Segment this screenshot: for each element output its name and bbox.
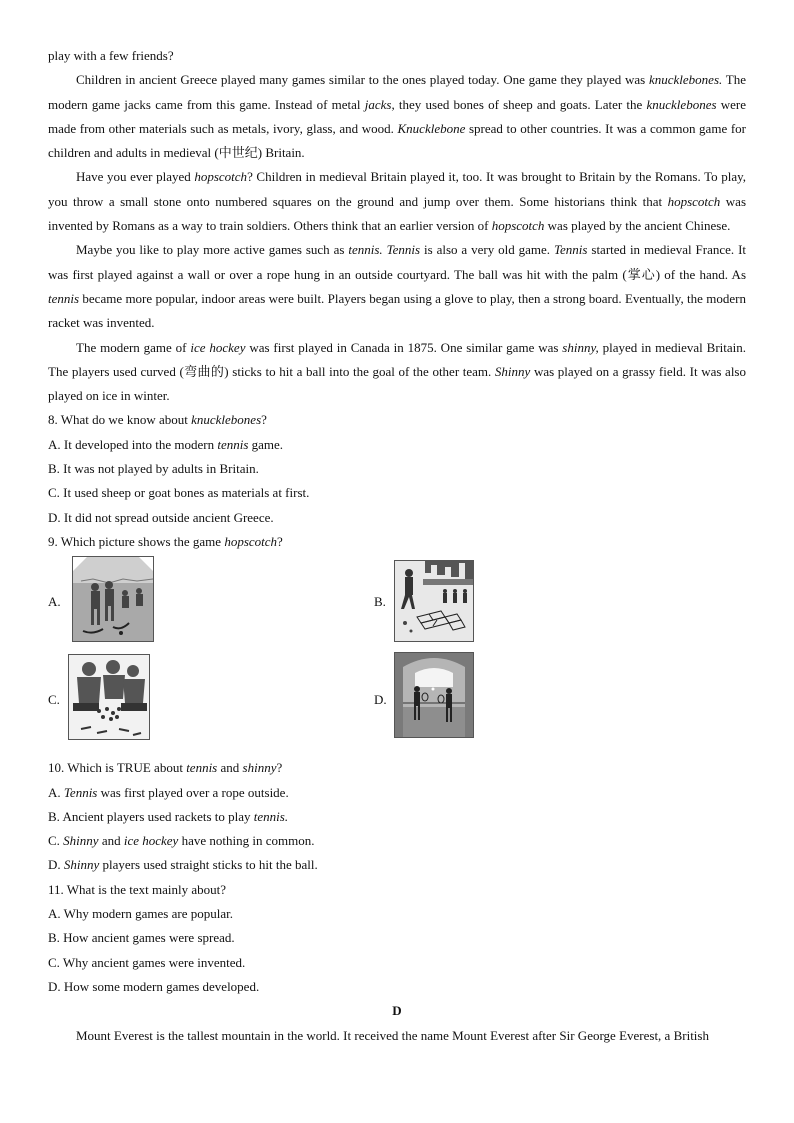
question-9-stem: 9. Which picture shows the game hopscotch? [48,533,283,549]
question-11-option-d[interactable]: D. How some modern games developed. [48,978,260,994]
italic-term: ice hockey [123,833,179,849]
question-9-label-c[interactable]: C. [48,692,60,708]
italic-term: hopscotch [224,533,278,549]
italic-term: Shinny [63,857,100,873]
italic-term: hopscotch [194,169,248,185]
question-9-pictures [48,556,746,756]
italic-term: Shinny [494,363,531,379]
italic-term: tennis [48,290,80,306]
italic-term: knucklebones [191,412,262,428]
italic-term: Tennis [553,242,588,258]
question-11-stem: 11. What is the text mainly about? [48,881,226,897]
passage-paragraph-hopscotch: Have you ever played hopscotch? Children in medieval Britain played it, too. It was brought to Britain by the Romans. To play, you throw a small stone onto numbered squares on the ground and jump over them. Some historians think that hopscotch was invented by Romans as a way to train soldiers. Others think that an earlier version of hopscotch was played by the ancient Chinese. [48,169,747,234]
italic-term: tennis. [348,242,383,258]
italic-term: knucklebones [646,96,717,112]
italic-term: ice hockey [190,339,246,355]
passage-paragraph-knucklebones: Children in ancient Greece played many games similar to the ones played today. One game they played was knucklebones. The modern game jacks came from this game. Instead of metal jacks, they used bones of sheep and goats. Later the knucklebones were made from other materials such as metals, ivory, glass, and wood. Knucklebone spread to other countries. It was a common game for children and adults in medieval (中世纪) Britain. [48,72,746,161]
passage-paragraph-shinny: The modern game of ice hockey was first played in Canada in 1875. One similar game was shinny, played in medieval Britain. The players used curved (弯曲的) sticks to hit a ball into the goal of the other team. Shinny was played on a grassy field. It was also played on ice in winter. [48,339,747,404]
document-page [48,44,746,1048]
question-10-stem: 10. Which is TRUE about tennis and shinny? [48,760,283,776]
italic-term: tennis. [253,808,289,824]
passage-line0: play with a few friends? [48,48,174,63]
question-11-option-b[interactable]: B. How ancient games were spread. [48,930,235,946]
question-8-option-b[interactable]: B. It was not played by adults in Britain. [48,461,259,477]
italic-term: jacks, [364,96,395,112]
italic-term: Tennis [386,242,421,258]
section-d-paragraph: Mount Everest is the tallest mountain in the world. It received the name Mount Everest after Sir George Everest, a British [76,1027,709,1043]
question-11-option-c[interactable]: C. Why ancient games were invented. [48,954,246,970]
italic-term: shinny, [562,339,599,355]
question-9-label-a[interactable]: A. [48,594,61,610]
picture-d-indoor-tennis[interactable] [394,652,474,738]
question-9-label-d[interactable]: D. [374,692,387,708]
italic-term: knucklebones. [648,72,723,88]
italic-term: Tennis [63,784,98,800]
italic-term: shinny [242,760,277,776]
question-8-option-c[interactable]: C. It used sheep or goat bones as materials at first. [48,485,310,501]
italic-term: Shinny [63,833,99,849]
italic-term: hopscotch [491,218,545,234]
question-11-option-a[interactable]: A. Why modern games are popular. [48,906,233,922]
question-8-option-d[interactable]: D. It did not spread outside ancient Greece. [48,509,274,525]
question-10-option-a[interactable]: A. Tennis was first played over a rope outside. [48,784,289,800]
picture-b-hopscotch[interactable] [394,560,474,642]
italic-term: Knucklebone [397,120,466,136]
italic-term: tennis [217,436,249,452]
passage-paragraph-tennis: Maybe you like to play more active games such as tennis. Tennis is also a very old game. Tennis started in medieval France. It was first played against a wall or over a rope hung in an outside courtyard. The ball was hit with the palm (掌心) of the hand. As tennis became more popular, indoor areas were built. Players began using a glove to play, then a strong board. Eventually, the modern racket was invented. [48,242,747,331]
question-10-option-b[interactable]: B. Ancient players used rackets to play tennis. [48,808,289,824]
question-10-option-d[interactable]: D. Shinny players used straight sticks to hit the ball. [48,857,318,873]
question-8-stem: 8. What do we know about knucklebones? [48,412,267,428]
picture-c-knucklebones[interactable] [68,654,150,740]
italic-term: tennis [186,760,218,776]
picture-a-shinny-players[interactable] [72,556,154,642]
section-d-title: D [392,1003,402,1019]
question-8-option-a[interactable]: A. It developed into the modern tennis game. [48,436,284,452]
question-9-label-b[interactable]: B. [374,594,386,610]
question-10-option-c[interactable]: C. Shinny and ice hockey have nothing in common. [48,833,315,849]
italic-term: hopscotch [667,193,721,209]
